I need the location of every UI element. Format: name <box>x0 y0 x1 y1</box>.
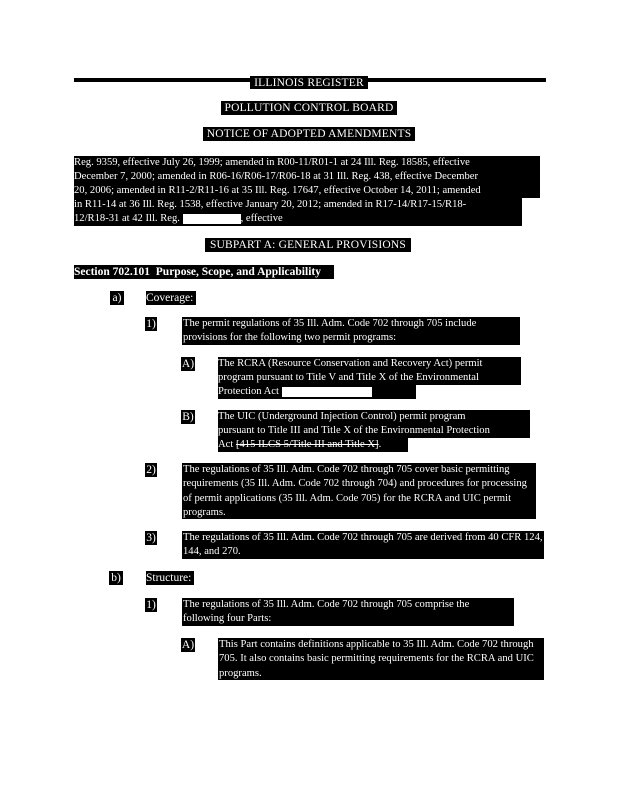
section-title: Purpose, Scope, and Applicability <box>155 266 321 278</box>
history-line-part: , effective <box>240 213 283 224</box>
item-text-aB-1: The UIC (Underground Injection Control) permit program <box>218 410 530 424</box>
history-line: 20, 2006; amended in R11-2/R11-16 at 35 Ill. Reg. 17647, effective October 14, 2011; amended <box>74 184 540 198</box>
blank-gap <box>183 214 241 224</box>
section-heading <box>74 265 334 279</box>
history-line: in R11-14 at 36 Ill. Reg. 1538, effective January 20, 2012; amended in R17-14/R17-15/R18- <box>74 198 522 212</box>
item-text-b1: The regulations of 35 Ill. Adm. Code 702 through 705 comprise the following four Parts: <box>182 598 514 626</box>
item-text-aB-2: pursuant to Title III and Title X of the Environmental Protection <box>218 424 530 438</box>
item-label-a1: 1) <box>146 318 156 330</box>
item-label-aA: A) <box>181 358 195 370</box>
item-text-aB-3c: . <box>378 439 382 450</box>
item-text-aB-3 <box>218 438 408 452</box>
blank-gap <box>282 387 372 397</box>
item-text-aB-3b-struck: [415 ILCS 5/Title III and Title X] <box>235 439 379 450</box>
item-text-aA-1: The RCRA (Resource Conservation and Recovery Act) permit <box>218 357 521 371</box>
item-text-aA-2: program pursuant to Title V and Title X of the Environmental <box>218 371 521 385</box>
history-line-part: 12/R18-31 at 42 Ill. Reg. <box>74 213 183 224</box>
notice-title: NOTICE OF ADOPTED AMENDMENTS <box>203 127 415 141</box>
item-text-a3: The regulations of 35 Ill. Adm. Code 702 through 705 are derived from 40 CFR 124, 144, and 270. <box>183 532 543 558</box>
item-label-b1: 1) <box>146 599 156 611</box>
register-title: ILLINOIS REGISTER <box>250 76 368 89</box>
item-label-a3: 3) <box>146 532 156 544</box>
section-number: Section 702.101 <box>74 266 151 278</box>
item-text-a: Coverage: <box>146 291 196 305</box>
item-label-a: a) <box>110 291 124 305</box>
board-title: POLLUTION CONTROL BOARD <box>221 101 397 115</box>
item-label-bA: A) <box>181 639 195 651</box>
item-label-aB: B) <box>182 411 194 423</box>
history-line-last <box>74 212 522 226</box>
item-text-bA: This Part contains definitions applicable to 35 Ill. Adm. Code 702 through 705. It also contains basic permitting requirements for the RCRA and UIC programs. <box>218 638 544 680</box>
item-text-a1: The permit regulations of 35 Ill. Adm. Code 702 through 705 include provisions for the following two permit programs: <box>182 317 520 345</box>
item-text-aB-3a: Act <box>218 439 236 450</box>
history-line: December 7, 2000; amended in R06-16/R06-17/R06-18 at 31 Ill. Reg. 438, effective December <box>74 170 540 184</box>
item-text-b: Structure: <box>146 571 194 585</box>
item-text-aA-3-part: Protection Act <box>218 386 282 397</box>
item-label-a2: 2) <box>146 464 156 476</box>
history-line: Reg. 9359, effective July 26, 1999; amended in R00-11/R01-1 at 24 Ill. Reg. 18585, effective <box>74 156 540 170</box>
item-text-aA-3 <box>218 385 416 399</box>
item-label-b: b) <box>109 571 123 585</box>
item-text-a2: The regulations of 35 Ill. Adm. Code 702 through 705 cover basic permitting requirements (35 Ill. Adm. Code 702 through 704) and procedures for processing of permit applications (35 Ill. Adm. Code 705) for the RCRA and UIC permit programs. <box>182 463 536 519</box>
subpart-title: SUBPART A: GENERAL PROVISIONS <box>205 238 411 252</box>
